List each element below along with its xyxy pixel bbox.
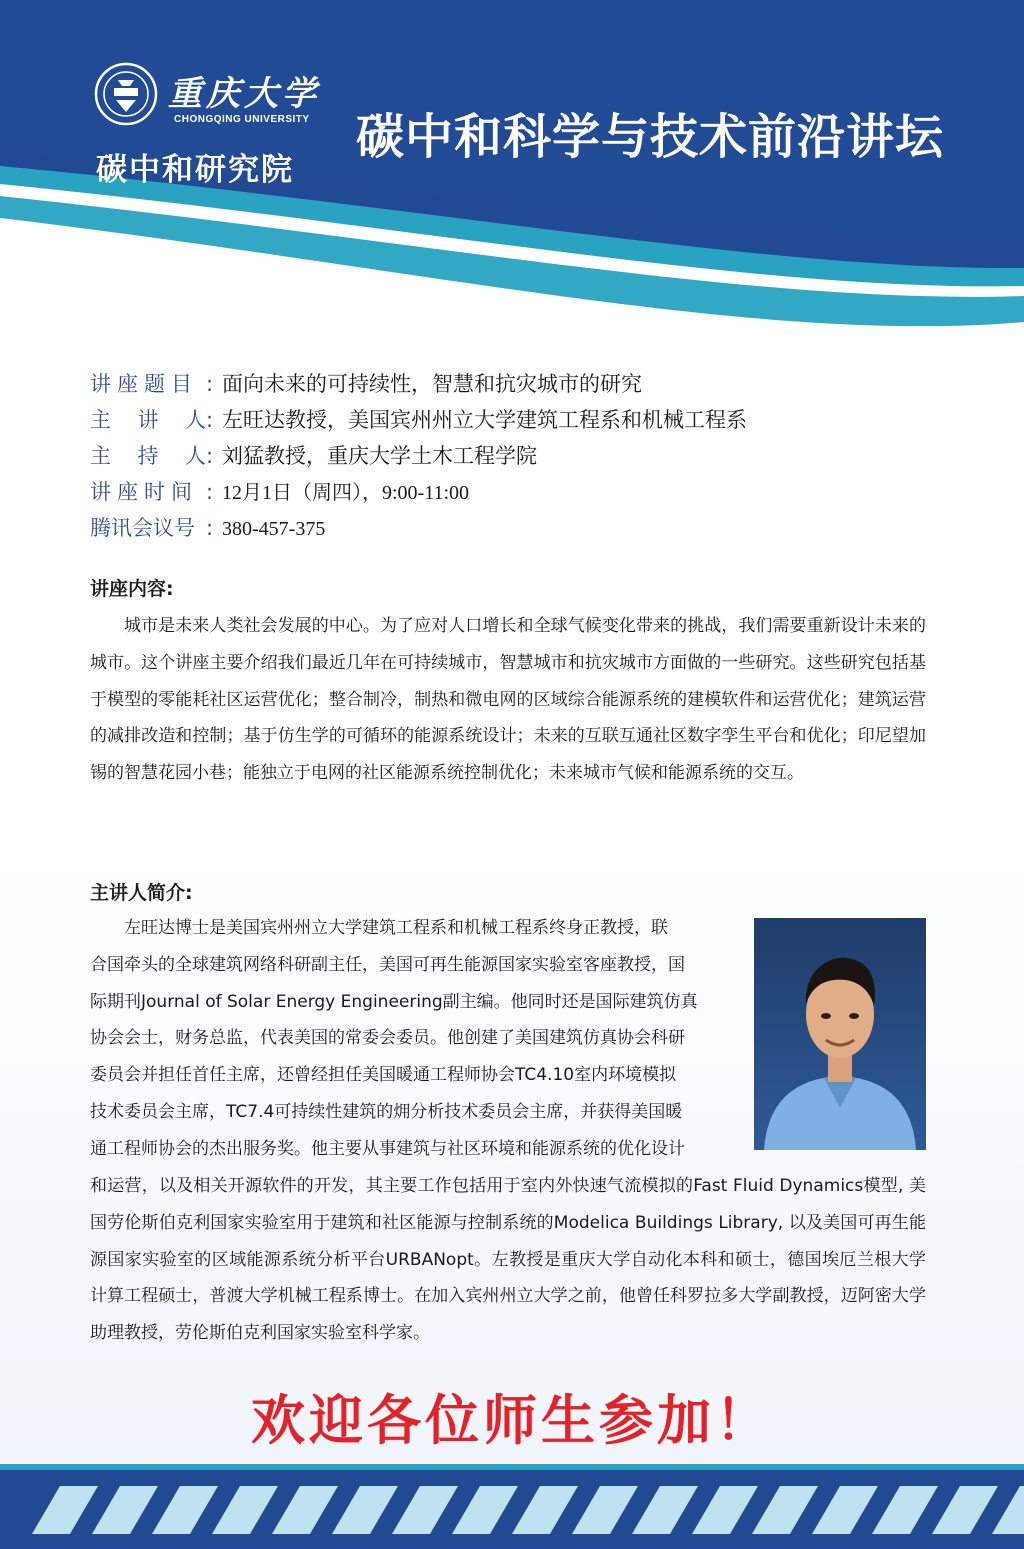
label-char: 持 (137, 444, 159, 468)
bio-line: 技术委员会主席，TC7.4可持续性建筑的㶲分析技术委员会主席，并获得美国暖 (90, 1101, 683, 1122)
label-char: 人 (185, 444, 206, 468)
label-char: 人 (185, 408, 206, 432)
bio-line: 合国牵头的全球建筑网络科研副主任，美国可再生能源国家实验室客座教授，国 (90, 954, 685, 975)
info-value-speaker: 左旺达教授，美国宾州州立大学建筑工程系和机械工程系 (222, 408, 747, 432)
info-value-host: 刘猛教授，重庆大学土木工程学院 (222, 444, 537, 468)
info-colon: : (206, 516, 214, 540)
welcome-banner: 欢迎各位师生参加！ (251, 1389, 773, 1452)
speaker-photo (754, 918, 926, 1150)
info-colon: : (206, 444, 214, 468)
info-value-time: 12月1日（周四），9:00-11:00 (222, 482, 470, 504)
bio-heading: 主讲人简介: (90, 882, 193, 904)
info-row-time (90, 476, 950, 512)
bio-line: 际期刊Journal of Solar Energy Engineering副主编。他同时还是国际建筑仿真 (90, 991, 698, 1012)
label-char: 讲 (137, 408, 159, 432)
university-name-cn: 重庆大学 (168, 74, 320, 114)
bio-line: 左旺达博士是美国宾州州立大学建筑工程系和机械工程系终身正教授，联 (124, 918, 668, 938)
university-name-en: CHONGQING UNIVERSITY (174, 114, 310, 125)
bio-line: 协会会士，财务总监，代表美国的常委会委员。他创建了美国建筑仿真协会科研 (90, 1028, 685, 1049)
chongqing-university-emblem-icon (94, 62, 158, 126)
label-char: 主 (90, 408, 111, 432)
info-row-title (90, 368, 950, 404)
footer-stripes (0, 1464, 1024, 1549)
info-label-meeting: 腾讯会议号 (90, 516, 195, 540)
bio-line: 委员会并担任首任主席，还曾经担任美国暖通工程师协会TC4.10室内环境模拟 (90, 1065, 677, 1086)
institute-name: 碳中和研究院 (96, 152, 294, 188)
info-value-title: 面向未来的可持续性，智慧和抗灾城市的研究 (222, 372, 642, 396)
lecture-info (90, 368, 950, 548)
info-colon: : (206, 480, 214, 504)
bio-paragraph-rest: 和运营，以及相关开源软件的开发，其主要工作包括用于室内外快速气流模拟的Fast Fluid Dynamics模型, 美国劳伦斯伯克利国家实验室用于建筑和社区能源与控制系统的Modelica Buildings Library, 以及美国可再生能源国家实验室的区域能源系统分析平台URBANopt。左教授是重庆大学自动化本科和硕士，德国埃厄兰根大学计算工程硕士，普渡大学机械工程系博士。在加入宾州州立大学之前，他曾任科罗拉多大学副教授，迈阿密大学助理教授，劳伦斯伯克利国家实验室科学家。 (90, 1176, 926, 1344)
bio-line: 通工程师协会的杰出服务奖。他主要从事建筑与社区环境和能源系统的优化设计 (90, 1138, 685, 1159)
info-colon: : (206, 372, 214, 396)
info-label-host (90, 440, 206, 470)
bio-wrapped-lines (90, 910, 742, 1168)
info-row-meeting (90, 512, 950, 548)
label-char: 主 (90, 444, 111, 468)
forum-title: 碳中和科学与技术前沿讲坛 (356, 109, 945, 165)
info-label-time: 讲座时间 (90, 480, 198, 504)
info-label-title: 讲座题目 (90, 372, 198, 396)
info-row-host (90, 440, 950, 476)
content-paragraph: 城市是未来人类社会发展的中心。为了应对人口增长和全球气候变化带来的挑战，我们需要重新设计未来的城市。这个讲座主要介绍我们最近几年在可持续城市，智慧城市和抗灾城市方面做的一些研究。这些研究包括基于模型的零能耗社区运营优化；整合制冷，制热和微电网的区域综合能源系统的建模软件和运营优化；建筑运营的减排改造和控制；基于仿生学的可循环的能源系统设计；未来的互联互通社区数字孪生平台和优化；印尼望加锡的智慧花园小巷；能独立于电网的社区能源系统控制优化；未来城市气候和能源系统的交互。 (90, 616, 926, 784)
content-heading: 讲座内容: (90, 578, 174, 600)
info-label-speaker (90, 404, 206, 434)
info-row-speaker (90, 404, 950, 440)
info-value-meeting: 380-457-375 (222, 518, 326, 540)
info-colon: : (206, 408, 214, 432)
